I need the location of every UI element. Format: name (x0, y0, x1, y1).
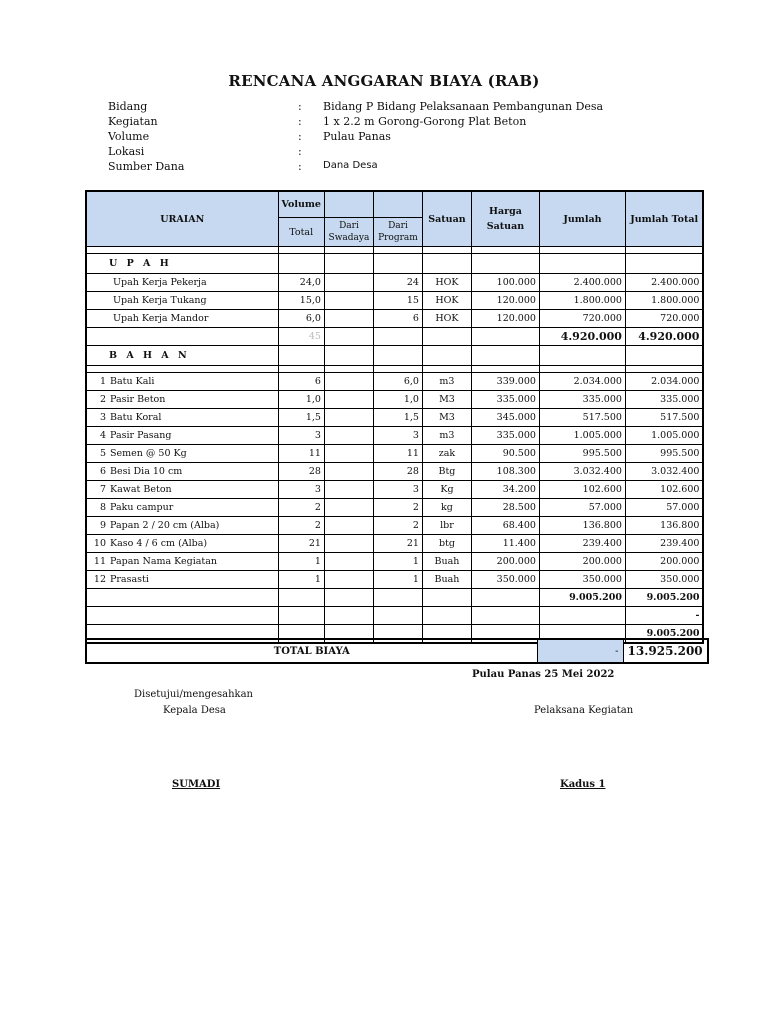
cell-jumlah: 102.600 (539, 481, 625, 499)
cell-program: 1 (373, 553, 422, 571)
table-row (86, 391, 703, 409)
table-row (86, 481, 703, 499)
cell-jumlah-total: 200.000 (625, 553, 703, 571)
cell-swadaya (324, 535, 373, 553)
header-jumlah: Jumlah (539, 191, 625, 247)
cell-harga: 28.500 (471, 499, 539, 517)
cell-no: 5 (99, 448, 106, 459)
cell-program: 6 (373, 310, 422, 328)
cell-harga: 68.400 (471, 517, 539, 535)
cell-uraian (86, 445, 278, 463)
cell-total: 24,0 (278, 274, 324, 292)
cell-satuan: Btg (422, 463, 471, 481)
cell-harga: 90.500 (471, 445, 539, 463)
left-role: Kepala Desa (163, 705, 226, 716)
section-row (86, 254, 703, 274)
total-row (86, 639, 708, 663)
cell-uraian-text: Pasir Beton (110, 394, 166, 405)
cell-uraian-text: Semen @ 50 Kg (110, 448, 187, 459)
cell-total: 28 (278, 463, 324, 481)
cell-no: 4 (99, 430, 106, 441)
cell-program: 1,5 (373, 409, 422, 427)
cell-jumlah-total: 517.500 (625, 409, 703, 427)
total-label: TOTAL BIAYA (86, 639, 537, 663)
table-row (86, 310, 703, 328)
cell-grand-line: 9.005.200 (625, 625, 703, 644)
info-label: Kegiatan (108, 115, 158, 128)
cell-program: 3 (373, 481, 422, 499)
cell-satuan: M3 (422, 409, 471, 427)
cell-jumlah: 2.034.000 (539, 373, 625, 391)
info-label: Sumber Dana (108, 160, 185, 173)
cell-uraian (86, 499, 278, 517)
header-total: Total (278, 218, 324, 247)
approval-text: Disetujui/mengesahkan (134, 689, 253, 700)
cell-total: 2 (278, 517, 324, 535)
place-date: Pulau Panas 25 Mei 2022 (472, 669, 615, 680)
cell-uraian-text: Besi Dia 10 cm (110, 466, 183, 477)
subtotal-bahan: 9.005.200 (539, 589, 625, 607)
cell-harga: 120.000 (471, 310, 539, 328)
cell-no: 1 (99, 376, 106, 387)
cell-total: 1 (278, 571, 324, 589)
cell-no: 2 (99, 394, 106, 405)
cell-uraian (86, 409, 278, 427)
cell-uraian: Upah Kerja Tukang (86, 292, 278, 310)
cell-swadaya (324, 310, 373, 328)
cell-total: 3 (278, 427, 324, 445)
right-role: Pelaksana Kegiatan (534, 705, 634, 716)
info-colon: : (298, 160, 302, 173)
cell-total: 3 (278, 481, 324, 499)
cell-jumlah: 239.400 (539, 535, 625, 553)
cell-dash: - (625, 607, 703, 625)
cell-jumlah-total: 136.800 (625, 517, 703, 535)
cell-no: 6 (99, 466, 106, 477)
cell-no: 10 (93, 538, 106, 549)
cell-uraian (86, 427, 278, 445)
info-value: 1 x 2.2 m Gorong-Gorong Plat Beton (323, 115, 527, 128)
header-blank (324, 191, 373, 218)
cell-jumlah: 1.005.000 (539, 427, 625, 445)
table-row (86, 535, 703, 553)
cell-total: 11 (278, 445, 324, 463)
info-label: Lokasi (108, 145, 145, 158)
table-row (86, 607, 703, 625)
info-colon: : (298, 145, 302, 158)
table-row (86, 292, 703, 310)
right-name: Kadus 1 (560, 779, 606, 790)
section-row (86, 346, 703, 366)
cell-satuan: kg (422, 499, 471, 517)
cell-jumlah: 200.000 (539, 553, 625, 571)
cell-jumlah-total: 720.000 (625, 310, 703, 328)
table-row (86, 445, 703, 463)
cell-jumlah: 3.032.400 (539, 463, 625, 481)
cell-uraian (86, 553, 278, 571)
cell-jumlah-total: 1.005.000 (625, 427, 703, 445)
header-dari-program: Dari Program (373, 218, 422, 247)
cell-harga: 34.200 (471, 481, 539, 499)
cell-satuan: m3 (422, 427, 471, 445)
cell-program: 1 (373, 571, 422, 589)
info-colon: : (298, 130, 302, 143)
cell-jumlah: 335.000 (539, 391, 625, 409)
cell-jumlah-total: 2.034.000 (625, 373, 703, 391)
cell-program: 11 (373, 445, 422, 463)
cell-jumlah: 136.800 (539, 517, 625, 535)
cell-swadaya (324, 445, 373, 463)
cell-uraian-text: Kaso 4 / 6 cm (Alba) (110, 538, 208, 549)
cell-jumlah-total: 1.800.000 (625, 292, 703, 310)
cell-uraian: Upah Kerja Mandor (86, 310, 278, 328)
table-row (86, 463, 703, 481)
cell-jumlah-total: 102.600 (625, 481, 703, 499)
rab-table (85, 190, 704, 644)
total-biaya-table (85, 638, 709, 664)
header-volume: Volume (278, 191, 324, 218)
cell-swadaya (324, 409, 373, 427)
cell-uraian-text: Prasasti (110, 574, 149, 585)
cell-swadaya (324, 553, 373, 571)
cell-satuan: Buah (422, 553, 471, 571)
table-row (86, 409, 703, 427)
cell-program: 15 (373, 292, 422, 310)
cell-program: 2 (373, 517, 422, 535)
cell-harga: 120.000 (471, 292, 539, 310)
cell-uraian (86, 373, 278, 391)
header-row (86, 191, 703, 218)
cell-program: 3 (373, 427, 422, 445)
subtotal-upah: 4.920.000 (539, 328, 625, 346)
cell-satuan: zak (422, 445, 471, 463)
cell-jumlah: 720.000 (539, 310, 625, 328)
cell-jumlah-total: 995.500 (625, 445, 703, 463)
info-colon: : (298, 100, 302, 113)
cell-uraian-text: Batu Kali (110, 376, 155, 387)
cell-jumlah-total: 2.400.000 (625, 274, 703, 292)
cell-no: 11 (93, 556, 106, 567)
total-dash: - (537, 639, 623, 663)
cell-jumlah: 517.500 (539, 409, 625, 427)
header-jumlah-total: Jumlah Total (625, 191, 703, 247)
page-title: RENCANA ANGGARAN BIAYA (RAB) (228, 72, 540, 90)
gap-row (86, 247, 703, 254)
cell-uraian-text: Paku campur (110, 502, 174, 513)
cell-jumlah-total: 335.000 (625, 391, 703, 409)
cell-swadaya (324, 373, 373, 391)
cell-total: 6 (278, 373, 324, 391)
header-uraian: URAIAN (86, 191, 278, 247)
cell-harga: 200.000 (471, 553, 539, 571)
info-label: Volume (108, 130, 150, 143)
info-value: Pulau Panas (323, 130, 391, 143)
section-upah-title: U P A H (86, 254, 278, 274)
cell-uraian: Upah Kerja Pekerja (86, 274, 278, 292)
cell-uraian-text: Kawat Beton (110, 484, 172, 495)
cell-uraian-text: Pasir Pasang (110, 430, 172, 441)
cell-swadaya (324, 517, 373, 535)
header-blank (373, 191, 422, 218)
cell-jumlah-total: 239.400 (625, 535, 703, 553)
cell-uraian (86, 535, 278, 553)
cell-satuan: HOK (422, 274, 471, 292)
cell-program: 1,0 (373, 391, 422, 409)
cell-jumlah: 995.500 (539, 445, 625, 463)
cell-total: 1,0 (278, 391, 324, 409)
cell-satuan: HOK (422, 310, 471, 328)
cell-total: 15,0 (278, 292, 324, 310)
cell-uraian-text: Papan 2 / 20 cm (Alba) (110, 520, 220, 531)
cell-total: 21 (278, 535, 324, 553)
cell-no: 12 (93, 574, 106, 585)
cell-total: 2 (278, 499, 324, 517)
cell-harga: 339.000 (471, 373, 539, 391)
cell-swadaya (324, 463, 373, 481)
cell-no: 8 (99, 502, 106, 513)
cell-jumlah: 57.000 (539, 499, 625, 517)
cell-jumlah-total: 3.032.400 (625, 463, 703, 481)
table-row (86, 499, 703, 517)
subtotal-upah-total: 4.920.000 (625, 328, 703, 346)
table-row (86, 274, 703, 292)
cell-swadaya (324, 499, 373, 517)
cell-swadaya (324, 274, 373, 292)
cell-uraian (86, 463, 278, 481)
gap-row (86, 366, 703, 373)
cell-program: 6,0 (373, 373, 422, 391)
cell-swadaya (324, 427, 373, 445)
cell-total: 1 (278, 553, 324, 571)
cell-uraian (86, 571, 278, 589)
table-row (86, 517, 703, 535)
cell-program: 28 (373, 463, 422, 481)
cell-total: 6,0 (278, 310, 324, 328)
subtotal-bahan-total: 9.005.200 (625, 589, 703, 607)
table-row (86, 427, 703, 445)
cell-hidden-sum: 45 (278, 328, 324, 346)
cell-jumlah-total: 57.000 (625, 499, 703, 517)
total-value: 13.925.200 (623, 639, 708, 663)
cell-swadaya (324, 292, 373, 310)
subtotal-row (86, 328, 703, 346)
cell-uraian (86, 481, 278, 499)
cell-harga: 100.000 (471, 274, 539, 292)
cell-uraian-text: Batu Koral (110, 412, 162, 423)
cell-harga: 350.000 (471, 571, 539, 589)
cell-jumlah: 350.000 (539, 571, 625, 589)
cell-jumlah: 1.800.000 (539, 292, 625, 310)
info-label: Bidang (108, 100, 148, 113)
cell-uraian (86, 391, 278, 409)
table-row (86, 571, 703, 589)
cell-program: 24 (373, 274, 422, 292)
info-colon: : (298, 115, 302, 128)
cell-harga: 335.000 (471, 391, 539, 409)
cell-satuan: Buah (422, 571, 471, 589)
cell-satuan: btg (422, 535, 471, 553)
cell-program: 21 (373, 535, 422, 553)
cell-no: 9 (99, 520, 106, 531)
cell-program: 2 (373, 499, 422, 517)
info-value: Bidang P Bidang Pelaksanaan Pembangunan Desa (323, 100, 604, 113)
cell-swadaya (324, 481, 373, 499)
cell-harga: 11.400 (471, 535, 539, 553)
cell-uraian-text: Papan Nama Kegiatan (110, 556, 218, 567)
cell-satuan: Kg (422, 481, 471, 499)
left-name: SUMADI (172, 779, 221, 790)
cell-satuan: m3 (422, 373, 471, 391)
header-harga-satuan: Harga Satuan (471, 191, 539, 247)
section-bahan-title: B A H A N (86, 346, 278, 366)
info-value: Dana Desa (323, 160, 378, 171)
cell-uraian (86, 517, 278, 535)
cell-total: 1,5 (278, 409, 324, 427)
header-satuan: Satuan (422, 191, 471, 247)
cell-harga: 108.300 (471, 463, 539, 481)
cell-no: 3 (99, 412, 106, 423)
subtotal-row (86, 589, 703, 607)
table-row (86, 373, 703, 391)
cell-jumlah-total: 350.000 (625, 571, 703, 589)
cell-satuan: HOK (422, 292, 471, 310)
header-dari-swadaya: Dari Swadaya (324, 218, 373, 247)
table-row (86, 553, 703, 571)
cell-swadaya (324, 391, 373, 409)
cell-satuan: lbr (422, 517, 471, 535)
cell-harga: 335.000 (471, 427, 539, 445)
cell-no: 7 (99, 484, 106, 495)
cell-harga: 345.000 (471, 409, 539, 427)
cell-satuan: M3 (422, 391, 471, 409)
cell-jumlah: 2.400.000 (539, 274, 625, 292)
cell-swadaya (324, 571, 373, 589)
